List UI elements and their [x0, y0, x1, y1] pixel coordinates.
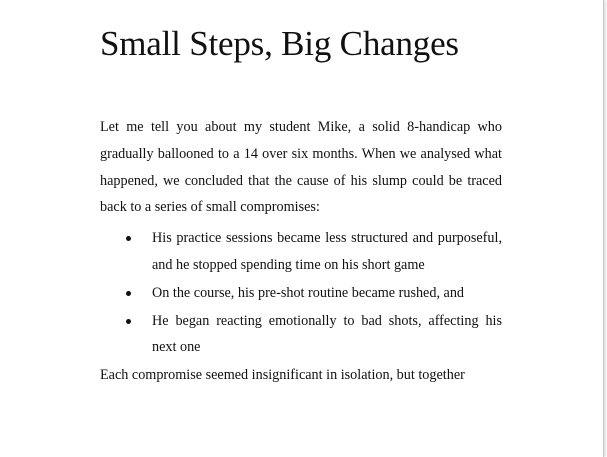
list-item [100, 308, 502, 362]
list-item-text: He began reacting emotionally to bad shots, affecting his next one [152, 312, 502, 356]
list-item [100, 280, 502, 307]
list-item [100, 225, 502, 279]
closing-paragraph: Each compromise seemed insignificant in isolation, but together [100, 367, 465, 384]
document-title: Small Steps, Big Changes [100, 24, 459, 63]
bullet-icon [126, 236, 131, 241]
document-body [100, 22, 502, 389]
compromise-list [100, 225, 502, 361]
list-item-text: His practice sessions became less structured and purposeful, and he stopped spending time on his short game [152, 230, 502, 273]
bullet-icon [126, 291, 131, 296]
list-item-text: On the course, his pre-shot routine became rushed, and [152, 284, 465, 301]
bullet-icon [126, 319, 131, 324]
intro-paragraph: Let me tell you about my student Mike, a solid 8-handicap who gradually ballooned to a 14 over six months. When we analysed what happened, we concluded that the cause of his slump could be traced back to a series of small compromises: [100, 119, 502, 216]
